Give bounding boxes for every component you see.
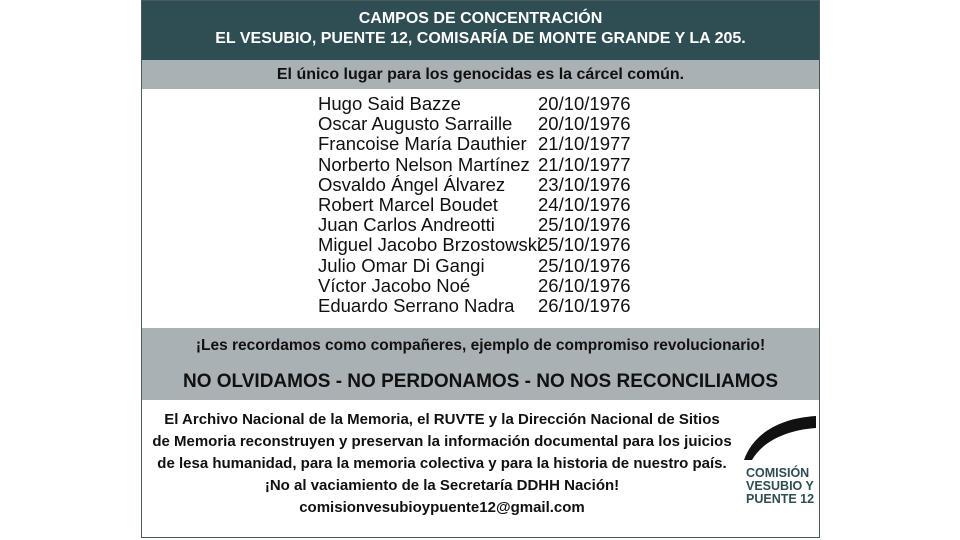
header-banner bbox=[142, 1, 819, 60]
list-item bbox=[318, 94, 678, 114]
entry-date: 20/10/1976 bbox=[538, 93, 631, 115]
entry-name: Hugo Said Bazze bbox=[318, 93, 461, 115]
footer-line: de lesa humanidad, para la memoria colectiva y para la historia de nuestro país. bbox=[157, 455, 727, 472]
list-item bbox=[318, 215, 678, 235]
contact-email: comisionvesubioypuente12@gmail.com bbox=[299, 499, 585, 516]
tribute-band bbox=[142, 328, 819, 400]
footer-line: de Memoria reconstruyen y preservan la información documental para los juicios bbox=[152, 433, 732, 450]
entry-name: Robert Marcel Boudet bbox=[318, 194, 498, 216]
header-title-line-1: CAMPOS DE CONCENTRACIÓN bbox=[358, 10, 603, 27]
footer-text-block bbox=[142, 409, 742, 519]
entry-date: 21/10/1977 bbox=[538, 153, 631, 175]
entry-name: Norberto Nelson Martínez bbox=[318, 153, 530, 175]
footer-line: El Archivo Nacional de la Memoria, el RUVTE y la Dirección Nacional de Sitios bbox=[164, 411, 720, 428]
entry-name: Víctor Jacobo Noé bbox=[318, 274, 471, 296]
comision-logo bbox=[742, 414, 817, 514]
subtitle-band: El único lugar para los genocidas es la cárcel común. bbox=[142, 60, 819, 89]
logo-text-line-1: COMISIÓN bbox=[746, 466, 810, 480]
header-title-line-2: EL VESUBIO, PUENTE 12, COMISARÍA DE MONTE GRANDE Y LA 205. bbox=[215, 30, 746, 47]
entry-date: 26/10/1976 bbox=[538, 274, 631, 296]
entry-date: 25/10/1976 bbox=[538, 234, 631, 256]
entry-date: 21/10/1977 bbox=[538, 133, 631, 155]
names-list bbox=[318, 94, 678, 316]
entry-date: 20/10/1976 bbox=[538, 113, 631, 135]
entry-name: Eduardo Serrano Nadra bbox=[318, 294, 515, 316]
entry-name: Julio Omar Di Gangi bbox=[318, 254, 485, 276]
tribute-text: ¡Les recordamos como compañeres, ejemplo de compromiso revolucionario! bbox=[195, 337, 766, 354]
entry-date: 26/10/1976 bbox=[538, 294, 631, 316]
entry-name: Miguel Jacobo Brzostowski bbox=[318, 234, 542, 256]
list-item bbox=[318, 175, 678, 195]
entry-date: 25/10/1976 bbox=[538, 254, 631, 276]
footer-line: ¡No al vaciamiento de la Secretaría DDHH Nación! bbox=[264, 477, 620, 494]
entry-name: Juan Carlos Andreotti bbox=[318, 214, 495, 236]
logo-text-line-3: PUENTE 12 bbox=[746, 492, 815, 506]
entry-name: Francoise María Dauthier bbox=[318, 133, 527, 155]
list-item bbox=[318, 296, 678, 316]
slogan-text: NO OLVIDAMOS - NO PERDONAMOS - NO NOS RECONCILIAMOS bbox=[183, 371, 778, 392]
list-item bbox=[318, 235, 678, 255]
list-item bbox=[318, 276, 678, 296]
list-item bbox=[318, 155, 678, 175]
entry-name: Oscar Augusto Sarraille bbox=[318, 113, 513, 135]
logo-text-line-2: VESUBIO Y bbox=[746, 479, 814, 493]
entry-date: 25/10/1976 bbox=[538, 214, 631, 236]
list-item bbox=[318, 134, 678, 154]
logo-arc-icon bbox=[742, 414, 817, 464]
memorial-card bbox=[141, 0, 820, 538]
entry-date: 24/10/1976 bbox=[538, 194, 631, 216]
entry-name: Osvaldo Ángel Álvarez bbox=[318, 173, 506, 195]
list-item bbox=[318, 195, 678, 215]
list-item bbox=[318, 256, 678, 276]
entry-date: 23/10/1976 bbox=[538, 173, 631, 195]
list-item bbox=[318, 114, 678, 134]
